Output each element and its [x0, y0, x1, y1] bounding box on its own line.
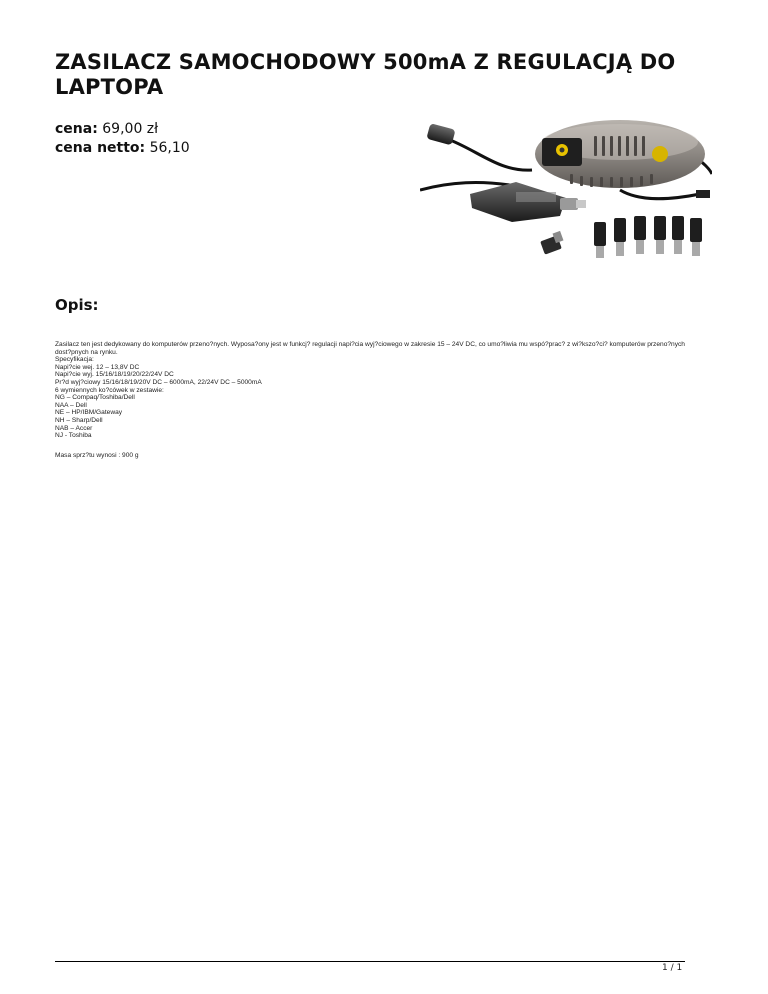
page-title: ZASILACZ SAMOCHODOWY 500mA Z REGULACJĄ DO LAPTOPA [55, 50, 676, 99]
description-line: NJ - Toshiba [55, 432, 92, 440]
footer-divider [55, 961, 685, 962]
description-line: Zasilacz ten jest dedykowany do komputerów przeno?nych. Wyposa?ony jest w funkcj? regulacji napi?cia wyj?ciowego w zakresie 15 – 24V DC, co umo?liwia mu wspó?prac? z wi?kszo?ci? komputerów przeno?nych dost?pnych na rynku. [55, 341, 687, 356]
page-number: 1 / 1 [662, 963, 683, 973]
description-line: 6 wymiennych ko?cówek w zestawie: [55, 386, 164, 394]
description-line: Specyfikacja: [55, 356, 94, 364]
description-line: Napi?cie wyj. 15/16/18/19/20/22/24V DC [55, 371, 174, 379]
net-price-label: cena netto: [55, 140, 146, 156]
product-image [420, 82, 712, 290]
description-body [55, 341, 695, 440]
description-line: Pr?d wyj?ciowy 15/16/18/19/20V DC – 6000mA, 22/24V DC – 5000mA [55, 378, 262, 386]
price-row [55, 120, 190, 139]
price-block [55, 120, 190, 158]
description-heading: Opis: [55, 296, 99, 314]
mass-text: Masa sprz?tu wynosi : 900 g [55, 452, 139, 459]
description-line: NAB – Accer [55, 424, 93, 432]
description-line: NE – HP/IBM/Gateway [55, 409, 123, 417]
description-line: NAA – Dell [55, 401, 87, 409]
price-label: cena: [55, 121, 98, 137]
net-price-row [55, 139, 190, 158]
description-line: Napi?cie wej. 12 – 13,8V DC [55, 363, 140, 371]
price-value: 69,00 zł [102, 121, 159, 137]
description-line: NH – Sharp/Dell [55, 416, 103, 424]
net-price-value: 56,10 [149, 140, 190, 156]
description-line: NG – Compaq/Toshiba/Dell [55, 394, 135, 402]
